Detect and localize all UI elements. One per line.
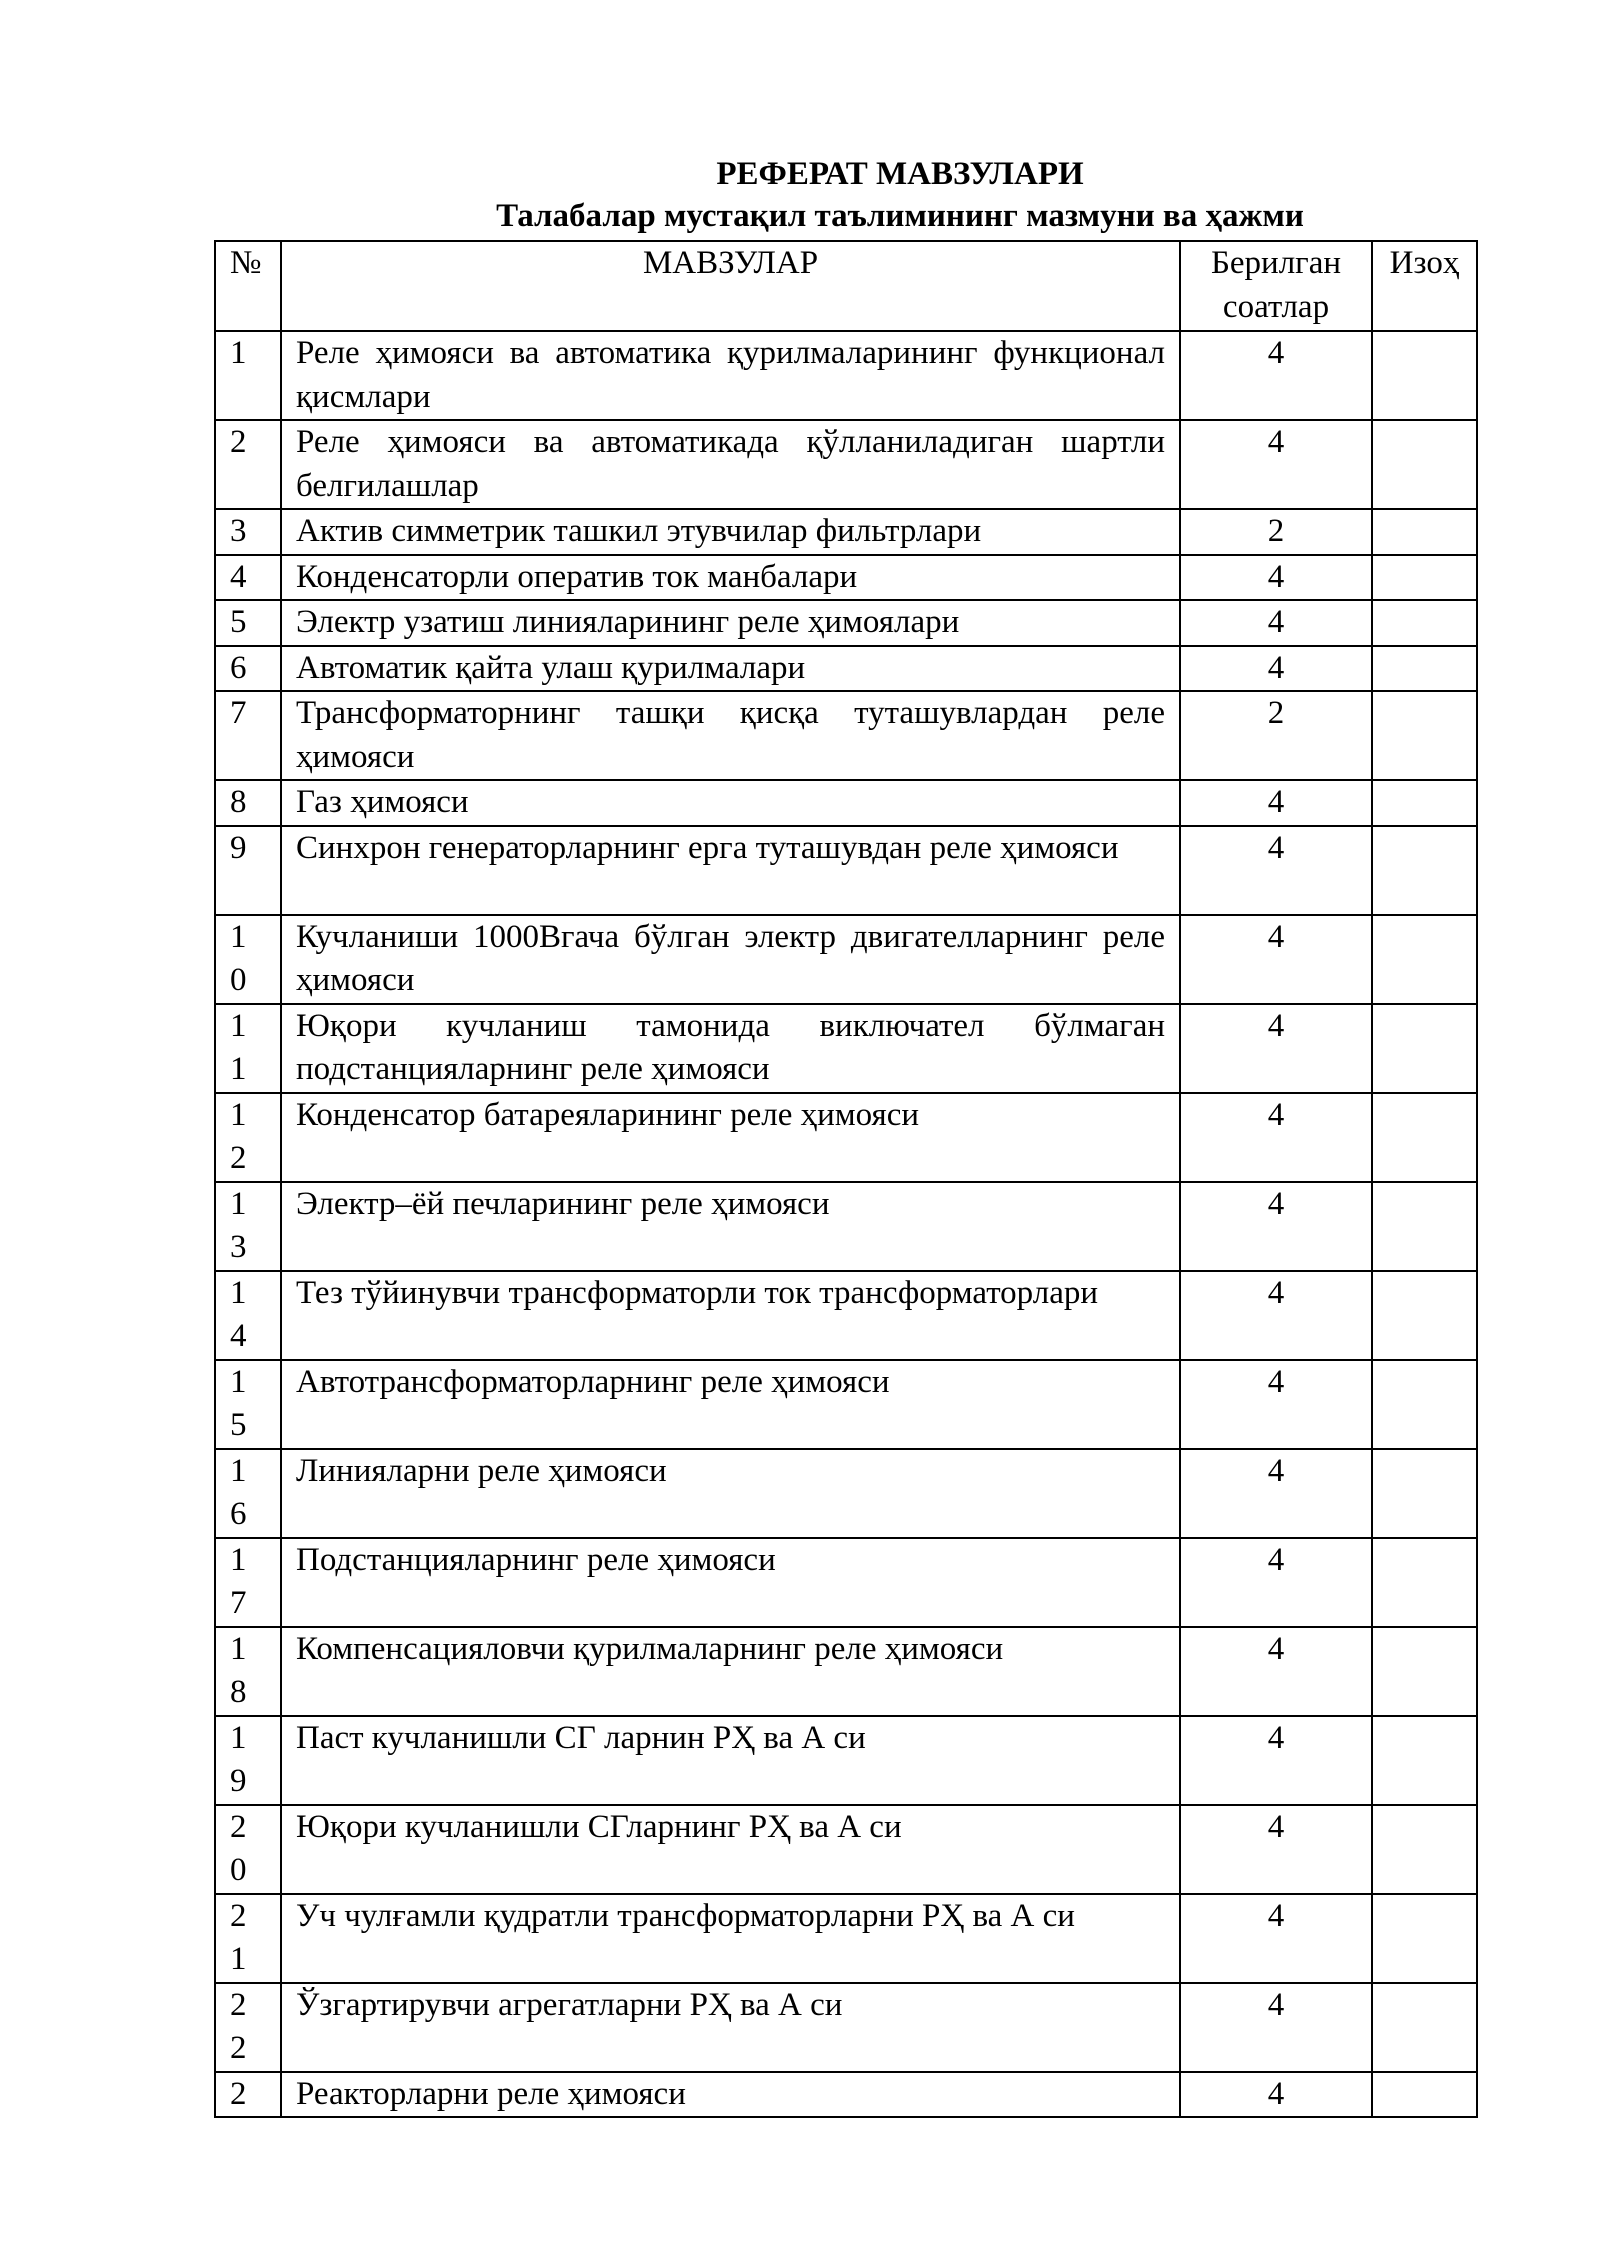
row-topic: Юқори кучланиш тамонида виключател бўлмаган подстанцияларнинг реле ҳимояси: [281, 1004, 1180, 1093]
row-note: [1372, 1805, 1477, 1894]
row-note: [1372, 1271, 1477, 1360]
row-number-cell: [215, 1983, 281, 2072]
row-note: [1372, 646, 1477, 692]
table-row: [215, 1271, 1477, 1360]
row-hours: 4: [1180, 646, 1372, 692]
row-number-cell: [215, 555, 281, 601]
row-number-cell: [215, 691, 281, 780]
table-row: [215, 915, 1477, 1004]
row-number: 8: [230, 784, 247, 820]
row-hours: 2: [1180, 509, 1372, 555]
row-number-cell: [215, 509, 281, 555]
table-row: [215, 600, 1477, 646]
table-row: [215, 826, 1477, 915]
row-number-cell: [215, 1449, 281, 1538]
row-topic: Линияларни реле ҳимояси: [281, 1449, 1180, 1538]
topics-table: [214, 240, 1478, 2118]
table-row: [215, 780, 1477, 826]
row-note: [1372, 826, 1477, 915]
table-row: [215, 555, 1477, 601]
row-number: 6: [230, 649, 247, 686]
table-row: [215, 2072, 1477, 2118]
table-row: [215, 691, 1477, 780]
document-subtitle: Талабалар мустақил таълимининг мазмуни ва ҳажми: [496, 198, 1304, 234]
row-topic: Реле ҳимояси ва автоматикада қўлланиладиган шартли белгилашлар: [281, 420, 1180, 509]
row-note: [1372, 1004, 1477, 1093]
row-topic: Юқори кучланишли СГларнинг РҲ ва А си: [281, 1805, 1180, 1894]
table-row: [215, 1093, 1477, 1182]
row-hours: 4: [1180, 1004, 1372, 1093]
row-number: 14: [230, 1274, 247, 1354]
row-hours: 4: [1180, 2072, 1372, 2118]
row-number: 21: [230, 1897, 247, 1977]
table-row: [215, 331, 1477, 420]
row-number: 18: [230, 1630, 247, 1710]
table-row: [215, 1627, 1477, 1716]
row-number-cell: [215, 1182, 281, 1271]
row-note: [1372, 1538, 1477, 1627]
row-number: 11: [230, 1007, 247, 1087]
row-note: [1372, 331, 1477, 420]
row-topic: Паст кучланишли СГ ларнин РҲ ва А си: [281, 1716, 1180, 1805]
row-number-cell: [215, 331, 281, 420]
row-number-cell: [215, 1627, 281, 1716]
row-topic: Конденсаторли оператив ток манбалари: [281, 555, 1180, 601]
row-number: 22: [230, 1986, 247, 2066]
row-topic: Тез тўйинувчи трансформаторли ток трансформаторлари: [281, 1271, 1180, 1360]
table-row: [215, 1538, 1477, 1627]
table-row: [215, 1805, 1477, 1894]
row-note: [1372, 780, 1477, 826]
row-note: [1372, 1360, 1477, 1449]
row-number: 7: [230, 695, 247, 731]
row-topic: Актив симметрик ташкил этувчилар фильтрлари: [281, 509, 1180, 555]
row-hours: 4: [1180, 1538, 1372, 1627]
row-number: 20: [230, 1808, 247, 1888]
row-topic: Газ ҳимояси: [281, 780, 1180, 826]
header-note-text: Изоҳ: [1389, 245, 1460, 281]
row-note: [1372, 1716, 1477, 1805]
row-note: [1372, 1093, 1477, 1182]
row-note: [1372, 1627, 1477, 1716]
row-hours: 2: [1180, 691, 1372, 780]
row-hours: 4: [1180, 600, 1372, 646]
row-note: [1372, 691, 1477, 780]
row-number: 2: [230, 2075, 247, 2112]
row-number: 17: [230, 1541, 247, 1621]
row-hours: 4: [1180, 1271, 1372, 1360]
row-number-cell: [215, 915, 281, 1004]
row-number-cell: [215, 1360, 281, 1449]
row-hours: 4: [1180, 1805, 1372, 1894]
row-topic: Подстанцияларнинг реле ҳимояси: [281, 1538, 1180, 1627]
row-note: [1372, 1182, 1477, 1271]
row-note: [1372, 509, 1477, 555]
row-hours: 4: [1180, 420, 1372, 509]
row-number: 5: [230, 604, 247, 640]
row-note: [1372, 915, 1477, 1004]
row-number: 19: [230, 1719, 247, 1799]
row-number: 4: [230, 558, 247, 595]
document-title: РЕФЕРАТ МАВЗУЛАРИ: [716, 156, 1084, 192]
row-hours: 4: [1180, 1093, 1372, 1182]
table-row: [215, 1716, 1477, 1805]
row-hours: 4: [1180, 915, 1372, 1004]
table-row: [215, 1360, 1477, 1449]
table-row: [215, 1449, 1477, 1538]
row-note: [1372, 420, 1477, 509]
table-row: [215, 646, 1477, 692]
row-number-cell: [215, 1894, 281, 1983]
table-row: [215, 509, 1477, 555]
row-number-cell: [215, 1093, 281, 1182]
row-topic: Компенсацияловчи қурилмаларнинг реле ҳимояси: [281, 1627, 1180, 1716]
row-note: [1372, 1983, 1477, 2072]
row-number-cell: [215, 1716, 281, 1805]
row-topic: Трансформаторнинг ташқи қисқа туташувлардан реле ҳимояси: [281, 691, 1180, 780]
row-number-cell: [215, 420, 281, 509]
row-number: 13: [230, 1185, 247, 1265]
table-row: [215, 1894, 1477, 1983]
row-topic: Ўзгартирувчи агрегатларни РҲ ва А си: [281, 1983, 1180, 2072]
table-row: [215, 1983, 1477, 2072]
header-hours: Берилган соатлар: [1180, 241, 1372, 331]
row-number-cell: [215, 1805, 281, 1894]
row-topic: Кучланиши 1000Вгача бўлган электр двигателларнинг реле ҳимояси: [281, 915, 1180, 1004]
row-number: 12: [230, 1096, 247, 1176]
row-hours: 4: [1180, 1449, 1372, 1538]
row-note: [1372, 1449, 1477, 1538]
row-hours: 4: [1180, 555, 1372, 601]
row-number: 2: [230, 424, 247, 460]
row-number-cell: [215, 600, 281, 646]
row-hours: 4: [1180, 1360, 1372, 1449]
row-topic: Автотрансформаторларнинг реле ҳимояси: [281, 1360, 1180, 1449]
row-topic: Синхрон генераторларнинг ерга туташувдан реле ҳимояси: [281, 826, 1180, 915]
row-note: [1372, 555, 1477, 601]
row-number: 10: [230, 918, 247, 998]
table-row: [215, 420, 1477, 509]
table-row: [215, 1004, 1477, 1093]
row-number-cell: [215, 1004, 281, 1093]
header-number: №: [215, 241, 281, 331]
row-topic: Реле ҳимояси ва автоматика қурилмаларининг функционал қисмлари: [281, 331, 1180, 420]
row-note: [1372, 1894, 1477, 1983]
row-number-cell: [215, 780, 281, 826]
row-topic: Автоматик қайта улаш қурилмалари: [281, 646, 1180, 692]
row-topic: Электр–ёй печларининг реле ҳимояси: [281, 1182, 1180, 1271]
row-hours: 4: [1180, 1627, 1372, 1716]
header-note: [1372, 241, 1477, 331]
row-number: 15: [230, 1363, 247, 1443]
row-hours: 4: [1180, 1894, 1372, 1983]
row-topic: Конденсатор батареяларининг реле ҳимояси: [281, 1093, 1180, 1182]
row-number-cell: [215, 826, 281, 915]
row-hours: 4: [1180, 331, 1372, 420]
table-body: [215, 331, 1477, 2117]
row-number-cell: [215, 1271, 281, 1360]
row-note: [1372, 2072, 1477, 2118]
row-hours: 4: [1180, 1983, 1372, 2072]
row-number-cell: [215, 646, 281, 692]
row-topic: Реакторларни реле ҳимояси: [281, 2072, 1180, 2118]
row-number: 16: [230, 1452, 247, 1532]
table-row: [215, 1182, 1477, 1271]
row-topic: Уч чулғамли қудратли трансформаторларни РҲ ва А си: [281, 1894, 1180, 1983]
row-note: [1372, 600, 1477, 646]
row-hours: 4: [1180, 1716, 1372, 1805]
row-number: 9: [230, 829, 247, 866]
row-hours: 4: [1180, 826, 1372, 915]
row-topic: Электр узатиш линияларининг реле ҳимоялари: [281, 600, 1180, 646]
row-number: 1: [230, 335, 247, 371]
row-number-cell: [215, 2072, 281, 2118]
table-header-row: [215, 241, 1477, 331]
row-hours: 4: [1180, 1182, 1372, 1271]
row-number-cell: [215, 1538, 281, 1627]
row-hours: 4: [1180, 780, 1372, 826]
header-topic: МАВЗУЛАР: [281, 241, 1180, 331]
row-number: 3: [230, 513, 247, 549]
